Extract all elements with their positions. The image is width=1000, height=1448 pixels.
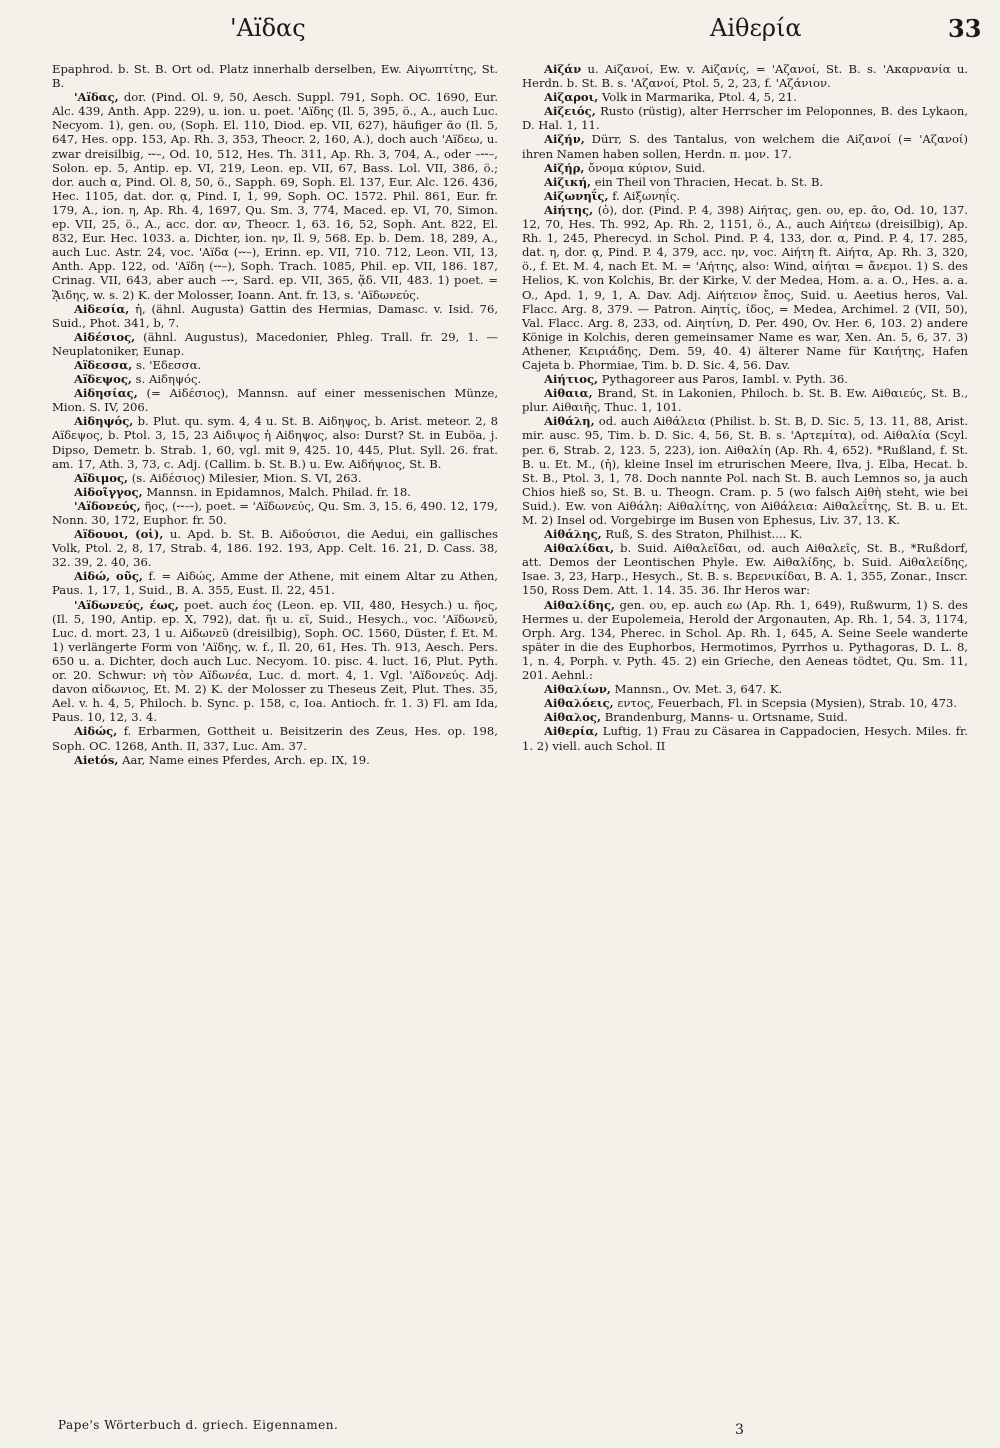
entry-text: ῆος, (⏑⏑–⏑), poet. = 'Aïδωνεύς, Qu. Sm. 3, 15. 6, 490. 12, 179, Nonn. 30, 172, Euphor. fr. 50. (52, 498, 498, 527)
dictionary-entry (522, 682, 968, 696)
entry-text: s. 'Eδεσσα. (135, 357, 202, 372)
dictionary-entry (52, 414, 498, 470)
entry-lemma: Aiήτιος, (544, 372, 599, 387)
dictionary-entry (52, 753, 498, 767)
entry-text: f. = Aiδώς, Amme der Athene, mit einem Altar zu Athen, Paus. 1, 17, 1, Suid., B. A. 355, Eust. Il. 22, 451. (52, 569, 498, 598)
entry-lemma: Aiδοῖγγος, (74, 484, 143, 499)
dictionary-entry (522, 132, 968, 160)
entry-lemma: 'Aïδονεύς, (74, 498, 141, 513)
dictionary-entry (522, 90, 968, 104)
dictionary-entry (522, 175, 968, 189)
entry-text: ἡ, (ähnl. Augusta) Gattin des Hermias, Damasc. v. Isid. 76, Suid., Phot. 341, b, 7. (52, 301, 498, 330)
entry-lemma: Aiδέσιος, (74, 329, 136, 344)
dictionary-entry (522, 710, 968, 724)
entry-text: Pythagoreer aus Paros, Iambl. v. Pyth. 36. (601, 372, 848, 387)
dictionary-entry (522, 203, 968, 372)
dictionary-entry (522, 527, 968, 541)
entry-lemma: Aiθαλόεις, (544, 696, 614, 711)
entry-text: poet. auch έος (Leon. ep. VII, 480, Hesych.) u. ῆος, (Il. 5, 190, Antip. ep. X, 792), dat. ῆι u. εῖ, Suid., Hesych., voc. 'Aïδωνεῦ, Luc. d. mort. 23, 1 u. Aiδωνεῦ (dreisilbig), Soph. OC. 1560, Düster, f. Et. M. 1) verlängerte Form von 'Aïδης, w. f., Il. 20, 61, Hes. Th. 913, Aesch. Pers. 650 u. a. Dichter, doch auch Luc. Necyom. 10. pisc. 4. luct. 16, Plut. Pyth. or. 20. Schwur: νὴ τὸν Aïδωνέα, Luc. d. mort. 4, 1. Vgl. 'Aïδονεύς. Adj. davon αἰδωνιος, Et. M. 2) K. der Molosser zu Theseus Zeit, Plut. Thes. 35, Ael. v. h. 4, 5, Philoch. b. Sync. p. 158, c, Ioa. Antioch. fr. 1. 3) Fl. am Ida, Paus. 10, 12, 3. 4. (52, 597, 498, 725)
entry-lemma: Aiθαλίδης, (544, 597, 616, 612)
dictionary-entry (52, 485, 498, 499)
entry-lemma: Aiζική, (544, 174, 592, 189)
dictionary-entry (52, 386, 498, 414)
page-number: 33 (948, 14, 982, 43)
entry-lemma: Aïδεψος, (74, 372, 132, 387)
dictionary-entry (522, 189, 968, 203)
entry-text: Mannsn., Ov. Met. 3, 647. K. (614, 682, 783, 697)
dictionary-entry (52, 90, 498, 301)
dictionary-entry (522, 724, 968, 752)
entry-lemma: 'Aïδας, (74, 90, 119, 105)
entry-lemma: Aiθαια, (544, 386, 593, 401)
entry-lemma: Aiζαροι, (544, 90, 599, 105)
right-column (522, 62, 968, 1402)
entry-text: f. Erbarmen, Gottheit u. Beisitzerin des Zeus, Hes. op. 198, Soph. OC. 1268, Anth. II, 337, Luc. Am. 37. (52, 724, 498, 753)
dictionary-entry (522, 414, 968, 527)
entry-text: ein Theil von Thracien, Hecat. b. St. B. (594, 174, 824, 189)
entry-lemma: 'Aïδωνεύς, έως, (74, 597, 179, 612)
entry-text: (= Aiδέσιος), Mannsn. auf einer messenischen Münze, Mion. S. IV, 206. (52, 386, 498, 415)
dictionary-entry (52, 330, 498, 358)
entry-text: gen. ου, ep. auch εω (Ap. Rh. 1, 649), Rußwurm, 1) S. des Hermes u. der Eupolemeia, Herold der Argonauten, Ap. Rh. 1, 54. 3, 1174, Orph. Arg. 134, Pherec. in Schol. Ap. Rh. 1, 645, A. Seine Seele wanderte später in die des Euphorbos, Hermotimos, Pyrrhos u. Pythagoras, D. L. 8, 1, n. 4, Porph. v. Pyth. 45. 2) ein Grieche, den Aeneas tödtet, Qu. Sm. 11, 201. Aehnl.: (522, 597, 968, 683)
entry-text: Luftig, 1) Frau zu Cäsarea in Cappadocien, Hesych. Miles. fr. 1. 2) viell. auch Schol. II (522, 724, 968, 753)
entry-text: Mannsn. in Epidamnos, Malch. Philad. fr. 18. (146, 484, 411, 499)
entry-lemma: Aiδηψός, (74, 414, 134, 429)
entry-text: u. Aiζανοί, Ew. v. Aiζανίς, = 'Aζανοί, St. B. s. 'Aκαρνανία u. Herdn. b. St. B. s. 'Aζανοί, Ptol. 5, 2, 23, f. 'Aζάνιον. (522, 62, 968, 91)
running-head-left: 'Aïδας (230, 14, 306, 42)
entry-text: Ruß, S. des Straton, Philhist.... K. (605, 527, 803, 542)
dictionary-entry (52, 302, 498, 330)
entry-text: Brandenburg, Manns- u. Ortsname, Suid. (604, 710, 848, 725)
dictionary-entry (522, 598, 968, 683)
dictionary-entry (522, 386, 968, 414)
entry-lemma: Aiδεσία, (74, 301, 130, 316)
entry-lemma: Aiζήρ, (544, 160, 585, 175)
entry-text: (s. Aiδέσιος) Milesier, Mion. S. VI, 263. (131, 470, 362, 485)
entry-lemma: Aiζειός, (544, 104, 596, 119)
entry-text: b. Suid. Aiθαλεῖδαι, od. auch Aiθαλεῖς, St. B., *Rußdorf, att. Demos der Leontischen Phyle. Ew. Aiθαλίδης, b. Suid. Aiθαλείδης, Isae. 3, 23, Harp., Hesych., St. B. s. Bερενικίδαι, B. A. 1, 355, Zonar., Inscr. 150, Ross Dem. Att. 1. 14. 35. 36. Ihr Heros war: (522, 541, 968, 598)
entry-text: εντος, Feuerbach, Fl. in Scepsia (Mysien), Strab. 10, 473. (617, 696, 958, 711)
entry-text: od. auch Aiθάλεια (Philist. b. St. B, D. Sic. 5, 13. 11, 88, Arist. mir. ausc. 95, Tim. b. D. Sic. 4, 56, St. B. s. 'Aρτεμίτα), od. Aiθαλία (Scyl. per. 6, Strab. 2, 123. 5, 223), ion. Aiθαλίη (Ap. Rh. 4, 652). *Rußland, f. St. B. u. Et. M., (ἡ), kleine Insel im etrurischen Meere, Ilva, j. Elba, Hecat. b. St. B., Ptol. 3, 1, 78. Doch nannte Pol. nach St. B. auch Lemnos so, ja auch Chios hieß so, St. B. u. Theogn. Cram. p. 5 (wo falsch Aiθὴ steht, wie bei Suid.). Ew. von Aiθάλη: Aiθαλίτης, von Aiθάλεια: Aiθαλεΐτης, St. B. u. Et. M. 2) Insel od. Vorgebirge im Busen von Ephesus, Liv. 37, 13. K. (522, 414, 968, 527)
entry-lemma: Aiθάλης, (544, 527, 602, 542)
entry-lemma: Aiζήν, (544, 132, 585, 147)
entry-lemma: Aiθάλη, (544, 414, 595, 429)
entry-lemma: Aiδώ, οῦς, (74, 569, 143, 584)
dictionary-entry (52, 724, 498, 752)
dictionary-entry (52, 358, 498, 372)
entry-text: Aar, Name eines Pferdes, Arch. ep. IX, 19. (122, 752, 370, 767)
dictionary-entry (52, 499, 498, 527)
entry-lemma: Aiθαλίων, (544, 682, 611, 697)
running-head-right: Aiθερία (710, 14, 802, 42)
dictionary-entry (52, 372, 498, 386)
dictionary-entry (522, 541, 968, 597)
entry-lemma: Aiθαλίδαι, (544, 541, 615, 556)
entry-lemma: Aietós, (74, 752, 119, 767)
left-column (52, 62, 498, 1402)
entry-text: Epaphrod. b. St. B. Ort od. Platz innerhalb derselben, Ew. Aiγωπτίτης, St. B. (52, 62, 498, 91)
entry-lemma: Aiζωνηΐς, (544, 188, 609, 203)
entry-lemma: Aiδώς, (74, 724, 118, 739)
entry-lemma: Aïδιμος, (74, 470, 129, 485)
dictionary-entry (522, 104, 968, 132)
entry-text: (ὁ), dor. (Pind. P. 4, 398) Aiήτας, gen. ου, ep. ᾶο, Od. 10, 137. 12, 70, Hes. Th. 992, Ap. Rh. 2, 1151, ö., A., auch Aiήτεω (dreisilbig), Ap. Rh. 1, 245, Pherecyd. in Schol. Pind. P. 4, 133, dor. α, Pind. P. 4, 17. 285, dat. η, dor. ᾳ, Pind. P. 4, 379, acc. ην, voc. Aiήτη ft. Aiήτα, Ap. Rh. 3, 320, ö., f. Et. M. 4, nach Et. M. = 'Aήτης, also: Wind, αἰήται = ἄνεμοι. 1) S. des Helios, K. von Kolchis, Br. der Kirke, V. der Medea, Hom. a. a. O., Hes. a. a. O., Apd. 1, 9, 1, A. Dav. Adj. Aiήτειον ἔπος, Suid. u. Aeetius heros, Val. Flacc. Arg. 8, 379. — Patron. Aiητίς, ίδος, = Medea, Archimel. 2 (VII, 50), Val. Flacc. Arg. 8, 233, od. Aiητίνη, D. Per. 490, Ov. Her. 6, 103. 2) andere Könige in Kolchis, deren gemeinsamer Name es war, Xen. An. 5, 6, 37. 3) Athener, Κειριάδης, Dem. 59, 40. 4) älterer Name für Καιήτης, Hafen Cajeta b. Phormiae, Tim. b. D. Sic. 4, 56. Dav. (522, 202, 968, 372)
entry-lemma: Aiδησίας, (74, 386, 138, 401)
dictionary-entry (522, 62, 968, 90)
entry-text: Volk in Marmarika, Ptol. 4, 5, 21. (601, 90, 797, 105)
entry-lemma: Aiθαλος, (544, 710, 602, 725)
entry-lemma: Aïδεσσα, (74, 357, 133, 372)
sheet-signature: 3 (735, 1422, 744, 1438)
entry-text: f. Aiξωνηΐς. (612, 188, 681, 203)
dictionary-entry (522, 696, 968, 710)
entry-lemma: Aïδουοι, (οἱ), (74, 527, 164, 542)
entry-text: dor. (Pind. Ol. 9, 50, Aesch. Suppl. 791, Soph. OC. 1690, Eur. Alc. 439, Anth. App. 229), u. ion. u. poet. 'Aïδης (Il. 5, 395, ö., A., auch Luc. Necyom. 1), gen. ου, (Soph. El. 110, Diod. ep. VII, 627), häufiger ᾶο (Il. 5, 647, Hes. opp. 153, Ap. Rh. 3, 353, Theocr. 2, 160, A.), doch auch 'Aïδεω, u. zwar dreisilbig, ⏑⏑–, Od. 10, 512, Hes. Th. 311, Ap. Rh. 3, 704, A., oder –⏑⏑–, Solon. ep. 5, Antip. ep. VI, 219, Leon. ep. VII, 67, Bass. Lol. VII, 386, ö.; dor. auch α, Pind. Ol. 8, 50, ö., Sapph. 69, Soph. El. 137, Eur. Alc. 126. 436, Hec. 1105, dat. dor. ᾳ, Pind. I, 1, 99, Soph. OC. 1572. Phil. 861, Eur. fr. 179, A., ion. η, Ap. Rh. 4, 1697, Qu. Sm. 3, 774, Maced. ep. VI, 70, Simon. ep. VII, 25, ö., A., acc. dor. αν, Theocr. 1, 63. 16, 52, Soph. Ant. 822, El. 832, Eur. Hec. 1033. a. Dichter, ion. ην, Il. 9, 568. Ep. b. Dem. 18, 289, A., auch Luc. Astr. 24, voc. 'Aïδα (⏑⏑–), Erinn. ep. VII, 710. 712, Leon. VII, 13, Anth. App. 122, od. 'Aïδη (⏑⏑–), Soph. Trach. 1085, Phil. ep. VII, 186. 187, Crinag. VII, 643, aber auch –⏑⏑, Sard. ep. VII, 365, ᾅδ. VII, 483. 1) poet. = ᾍιδης, w. s. 2) K. der Molosser, Ioann. Ant. fr. 13, s. 'Aïδωνεύς. (52, 90, 498, 302)
entry-text: (ähnl. Augustus), Macedonier, Phleg. Trall. fr. 29, 1. — Neuplatoniker, Eunap. (52, 329, 498, 358)
dictionary-entry (52, 62, 498, 90)
entry-text: b. Plut. qu. sym. 4, 4 u. St. B. Aiδηψος, b. Arist. meteor. 2, 8 Aïδεψος, b. Ptol. 3, 15, 23 Aiδιψος ἡ Aiδηψος, also: Durst? St. in Euböa, j. Dipso, Demetr. b. Strab. 1, 60, vgl. mit 9, 425. 10, 445, Plut. Syll. 26. frat. am. 17, Ath. 3, 73, c. Adj. (Callim. b. St. B.) u. Ew. Aiδήψιος, St. B. (52, 414, 498, 471)
entry-text: Rusto (rüstig), alter Herrscher im Peloponnes, B. des Lykaon, D. Hal. 1, 11. (522, 104, 968, 133)
entry-text: u. Apd. b. St. B. Aiδούσιοι, die Aedui, ein gallisches Volk, Ptol. 2, 8, 17, Strab. 4, 186. 192. 193, App. Celt. 16. 21, D. Cass. 38, 32. 39, 2. 40, 36. (52, 527, 498, 570)
entry-text: s. Aiδηψός. (135, 372, 202, 387)
dictionary-entry (52, 569, 498, 597)
dictionary-entry (522, 161, 968, 175)
dictionary-entry (522, 372, 968, 386)
footer-note: Pape's Wörterbuch d. griech. Eigennamen. (58, 1418, 339, 1432)
entry-lemma: Aiθερία, (544, 724, 599, 739)
entry-lemma: Aiήτης, (544, 202, 594, 217)
dictionary-entry (52, 471, 498, 485)
entry-text: Brand, St. in Lakonien, Philoch. b. St. B. Ew. Aiθαιεύς, St. B., plur. Aiθαιῆς, Thuc. 1, 101. (522, 386, 968, 415)
dictionary-entry (52, 598, 498, 725)
entry-text: ὄνομα κύριον, Suid. (588, 160, 706, 175)
dictionary-entry (52, 527, 498, 569)
entry-text: Dürr, S. des Tantalus, von welchem die Aiζανοί (= 'Aζανοί) ihren Namen haben sollen, Herdn. π. μον. 17. (522, 132, 968, 161)
entry-lemma: Aiζάν (544, 62, 582, 76)
